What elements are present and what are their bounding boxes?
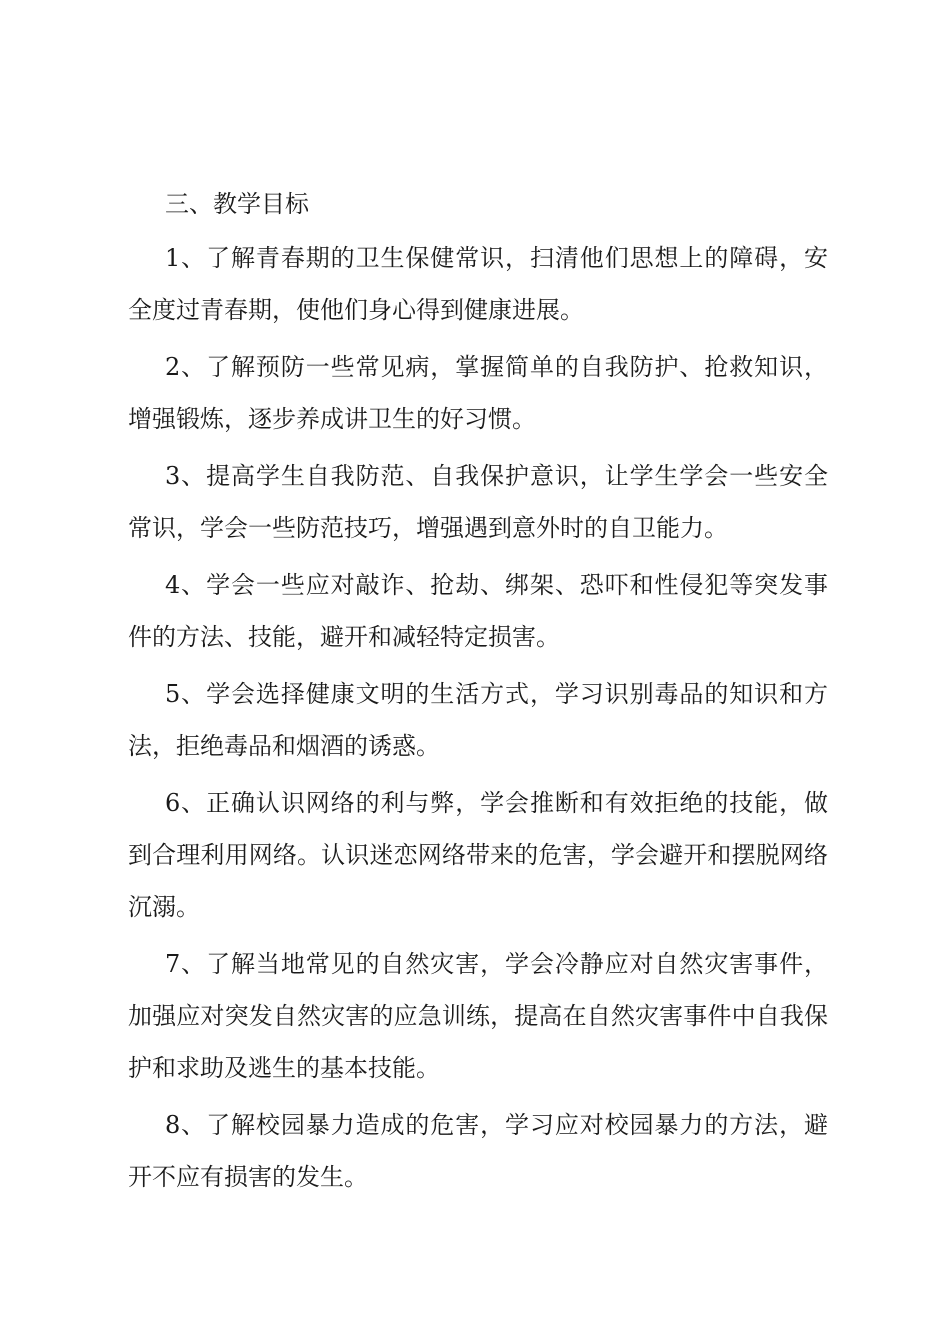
objective-item-7: 7、了解当地常见的自然灾害，学会冷静应对自然灾害事件，加强应对突发自然灾害的应急训练，提高在自然灾害事件中自我保护和求助及逃生的基本技能。	[128, 950, 828, 1082]
objective-item-8: 8、了解校园暴力造成的危害，学习应对校园暴力的方法，避开不应有损害的发生。	[128, 1111, 828, 1191]
objective-item-6: 6、正确认识网络的利与弊，学会推断和有效拒绝的技能，做到合理利用网络。认识迷恋网络带来的危害，学会避开和摆脱网络沉溺。	[128, 789, 828, 921]
objective-item-3: 3、提高学生自我防范、自我保护意识，让学生学会一些安全常识，学会一些防范技巧，增强遇到意外时的自卫能力。	[128, 462, 828, 542]
objective-item-4: 4、学会一些应对敲诈、抢劫、绑架、恐吓和性侵犯等突发事件的方法、技能，避开和减轻特定损害。	[128, 571, 828, 651]
section-heading: 三、教学目标	[165, 190, 309, 218]
objective-item-5: 5、学会选择健康文明的生活方式，学习识别毒品的知识和方法，拒绝毒品和烟酒的诱惑。	[128, 680, 828, 760]
objective-item-1: 1、了解青春期的卫生保健常识，扫清他们思想上的障碍，安全度过青春期，使他们身心得到健康进展。	[128, 244, 828, 324]
objective-item-2: 2、了解预防一些常见病，掌握简单的自我防护、抢救知识，增强锻炼，逐步养成讲卫生的好习惯。	[128, 353, 828, 433]
document-page	[128, 182, 828, 1208]
